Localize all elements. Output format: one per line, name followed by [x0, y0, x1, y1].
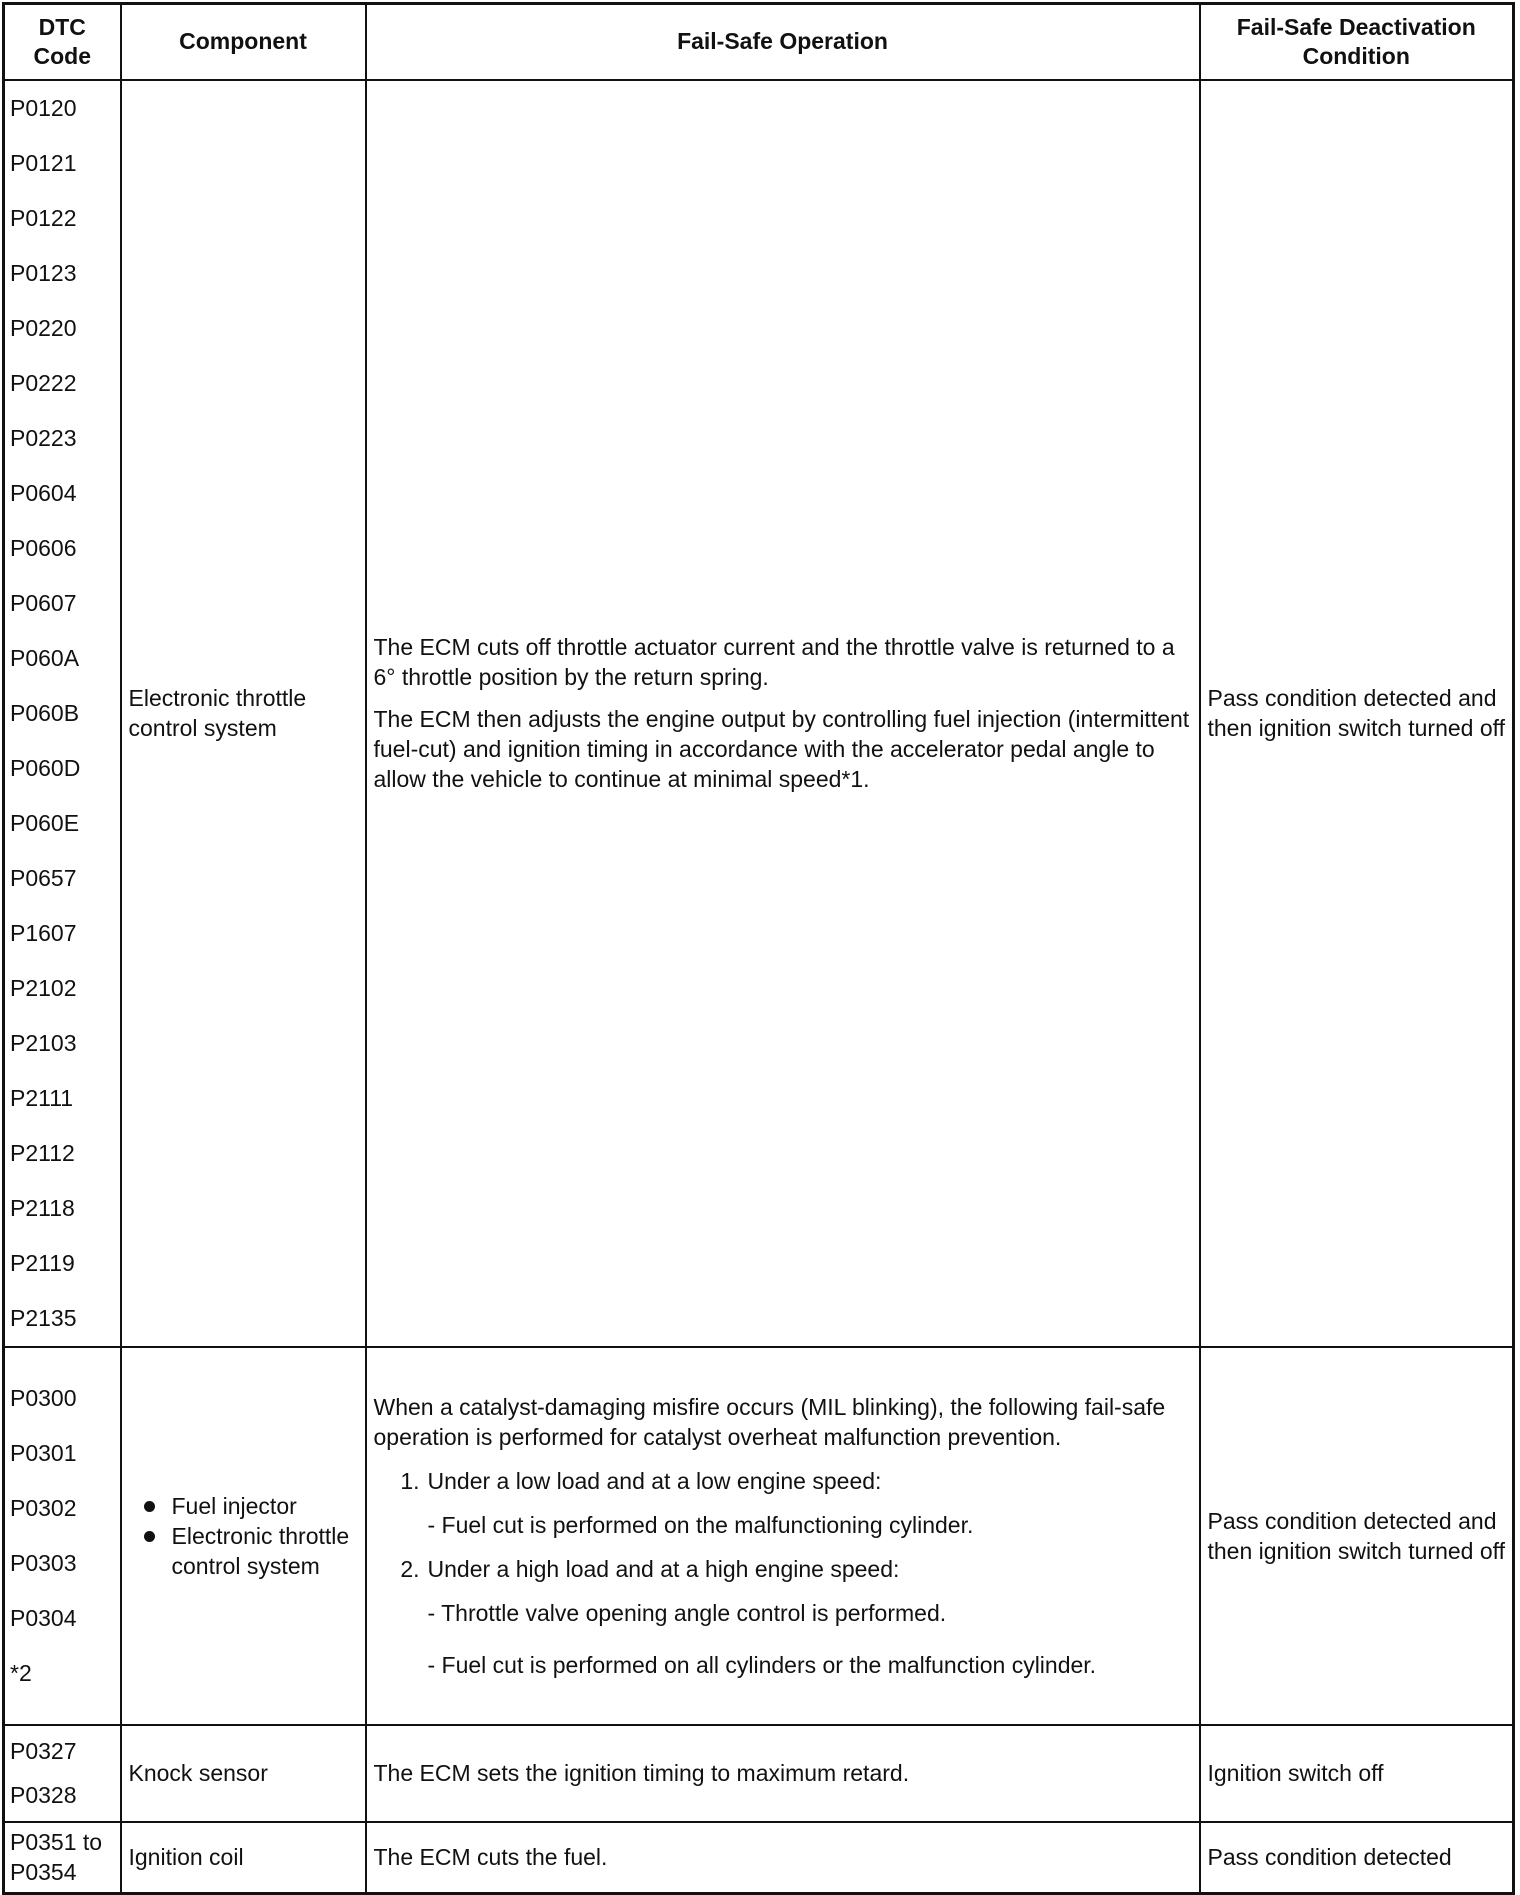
bullet-item: Fuel injector	[122, 1491, 358, 1521]
dtc-code: P2135	[10, 1304, 77, 1331]
dtc-code: P0120	[10, 94, 77, 121]
component-bullet-list	[122, 1491, 358, 1581]
dtc-table	[2, 2, 1515, 1895]
operation-step	[374, 1554, 1192, 1680]
dtc-code: P2102	[10, 974, 77, 1001]
dtc-code: P0304	[10, 1604, 77, 1631]
step-detail: - Fuel cut is performed on the malfunctioning cylinder.	[427, 1511, 974, 1538]
operation-cell	[366, 80, 1200, 1347]
dtc-code: P0121	[10, 149, 77, 176]
step-detail: - Throttle valve opening angle control is performed.	[427, 1599, 947, 1626]
fail-safe-chart	[2, 2, 1512, 1886]
dtc-code: P0606	[10, 534, 77, 561]
dtc-code: P0222	[10, 369, 77, 396]
step-text: Under a low load and at a low engine speed:	[427, 1467, 882, 1494]
dtc-code: P2112	[10, 1139, 75, 1166]
step-detail: - Fuel cut is performed on all cylinders or the malfunction cylinder.	[427, 1651, 1097, 1678]
dtc-code: P0123	[10, 259, 77, 286]
dtc-code-list	[4, 1725, 121, 1822]
dtc-code: P0300	[10, 1384, 77, 1411]
table-row	[4, 1347, 1514, 1725]
operation-step	[374, 1466, 1192, 1540]
step-text: Under a high load and at a high engine speed:	[427, 1555, 900, 1582]
dtc-code: P060B	[10, 699, 80, 726]
header-component: Component	[121, 4, 366, 80]
dtc-code: P0302	[10, 1494, 77, 1521]
dtc-code: P0607	[10, 589, 77, 616]
dtc-code: *2	[10, 1659, 32, 1686]
step-number: 1.	[400, 1467, 420, 1494]
operation-cell: The ECM cuts the fuel.	[366, 1822, 1200, 1894]
dtc-code: P0223	[10, 424, 77, 451]
dtc-code: P0327	[10, 1738, 77, 1764]
component-cell: Ignition coil	[121, 1822, 366, 1894]
table-row	[4, 80, 1514, 1347]
dtc-code: P0303	[10, 1549, 77, 1576]
component-cell	[121, 1347, 366, 1725]
dtc-code: P2118	[10, 1194, 75, 1221]
header-deactivation-condition: Fail-Safe Deactivation Condition	[1200, 4, 1514, 80]
header-fail-safe-operation: Fail-Safe Operation	[366, 4, 1200, 80]
dtc-code: P0220	[10, 314, 77, 341]
dtc-code: P0351 to P0354	[10, 1829, 103, 1886]
dtc-code: P2111	[10, 1084, 74, 1111]
deactivation-cell: Pass condition detected and then ignition switch turned off	[1200, 80, 1514, 1347]
dtc-code: P0301	[10, 1439, 77, 1466]
dtc-code: P060D	[10, 754, 81, 781]
deactivation-cell: Pass condition detected and then ignition switch turned off	[1200, 1347, 1514, 1725]
dtc-code-list	[4, 1347, 121, 1725]
table-row	[4, 1725, 1514, 1822]
header-dtc-code: DTC Code	[4, 4, 121, 80]
header-row	[4, 4, 1514, 80]
deactivation-cell: Ignition switch off	[1200, 1725, 1514, 1822]
component-cell: Knock sensor	[121, 1725, 366, 1822]
step-number: 2.	[400, 1555, 420, 1582]
dtc-code: P060A	[10, 644, 80, 671]
operation-intro: When a catalyst-damaging misfire occurs (MIL blinking), the following fail-safe operation is performed for catalyst overheat malfunction prevention.	[373, 1393, 1166, 1450]
dtc-code: P0122	[10, 204, 77, 231]
dtc-code: P0328	[10, 1782, 77, 1808]
operation-cell	[366, 1347, 1200, 1725]
operation-paragraph: The ECM then adjusts the engine output by controlling fuel injection (intermittent fuel-cut) and ignition timing in accordance with the accelerator pedal angle to allow the vehicle to continue at minimal speed*1.	[373, 706, 1190, 792]
dtc-code: P060E	[10, 809, 80, 836]
dtc-code: P2103	[10, 1029, 77, 1056]
dtc-code: P1607	[10, 919, 77, 946]
dtc-code: P2119	[10, 1249, 75, 1276]
operation-steps	[374, 1466, 1192, 1680]
dtc-code: P0657	[10, 864, 77, 891]
dtc-code-list	[4, 1822, 121, 1894]
operation-cell: The ECM sets the ignition timing to maximum retard.	[366, 1725, 1200, 1822]
deactivation-cell: Pass condition detected	[1200, 1822, 1514, 1894]
dtc-code-list	[4, 80, 121, 1347]
bullet-item: Electronic throttle control system	[122, 1521, 358, 1581]
table-row	[4, 1822, 1514, 1894]
component-cell: Electronic throttle control system	[121, 80, 366, 1347]
operation-paragraph: The ECM cuts off throttle actuator current and the throttle valve is returned to a 6° throttle position by the return spring.	[373, 634, 1175, 690]
dtc-code: P0604	[10, 479, 77, 506]
